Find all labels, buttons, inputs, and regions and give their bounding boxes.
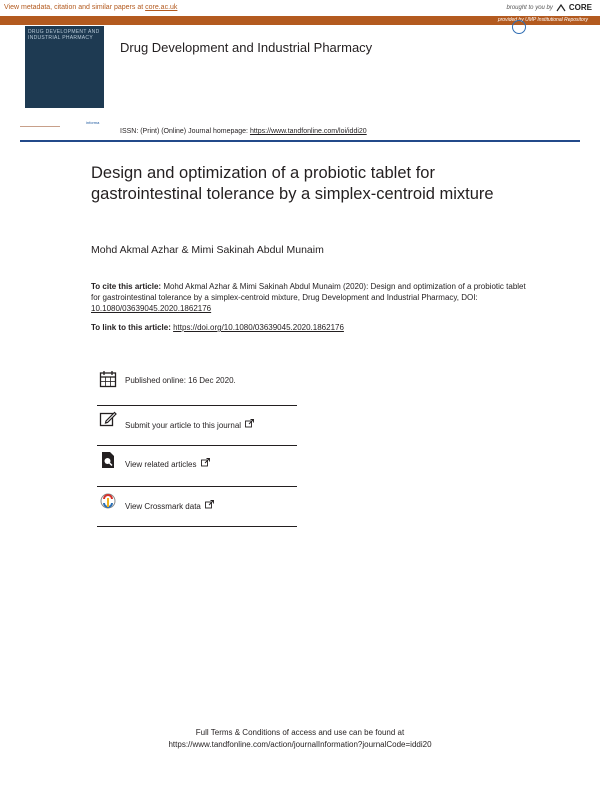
journal-cover-image [25, 26, 104, 108]
publisher-mark-line [20, 126, 60, 127]
core-brand [507, 3, 593, 12]
submit-article-row[interactable] [97, 410, 297, 450]
terms-line: Full Terms & Conditions of access and use can be found at [195, 728, 405, 737]
terms-footer [0, 727, 600, 751]
provider-text: provided by UMP Institutional Repository [497, 17, 588, 23]
crossmark-link[interactable] [125, 500, 214, 511]
link-label: To link to this article: [91, 323, 174, 332]
crossmark-icon [99, 493, 117, 511]
submit-article-label: Submit your article to this journal [125, 421, 242, 430]
core-link[interactable]: core.ac.uk [145, 4, 178, 11]
core-metadata-note [4, 4, 177, 11]
article-authors: Mohd Akmal Azhar & Mimi Sakinah Abdul Munaim [91, 244, 324, 256]
terms-link[interactable]: https://www.tandfonline.com/action/journalInformation?journalCode=iddi20 [168, 740, 432, 749]
core-banner [0, 0, 600, 16]
issn-label: ISSN: (Print) (Online) Journal homepage: [120, 128, 250, 135]
related-articles-row[interactable] [97, 451, 297, 491]
crossmark-row[interactable] [97, 493, 297, 533]
crossmark-label: View Crossmark data [125, 502, 201, 511]
cite-doi-link[interactable]: 10.1080/03639045.2020.1862176 [91, 304, 212, 313]
row-divider [97, 405, 297, 406]
related-articles-label: View related articles [125, 460, 197, 469]
article-title: Design and optimization of a probiotic tablet for gastrointestinal tolerance by a simplex-centroid mixture [91, 164, 494, 203]
article-link-line [91, 323, 344, 332]
informa-logo: informa [86, 120, 100, 125]
core-logo[interactable]: CORE [568, 3, 592, 12]
core-logo-icon [556, 4, 566, 12]
crossmark-badge-icon [512, 20, 526, 34]
core-provider-bar [0, 16, 600, 25]
journal-title: Drug Development and Industrial Pharmacy [120, 40, 373, 55]
cover-title: DRUG DEVELOPMENT AND INDUSTRIAL PHARMACY [28, 29, 100, 41]
article-doi-link[interactable]: https://doi.org/10.1080/03639045.2020.1862176 [173, 323, 344, 332]
published-row [97, 370, 297, 410]
edit-icon [99, 410, 117, 428]
citation-block [91, 281, 531, 314]
journal-homepage-link[interactable]: https://www.tandfonline.com/loi/iddi20 [249, 128, 367, 135]
cite-text: Mohd Akmal Azhar & Mimi Sakinah Abdul Munaim (2020): Design and optimization of a probiotic tablet for gastrointestinal tolerance by a simplex-centroid mixture, Drug Development and Industrial Pharmacy, DOI: [91, 282, 526, 302]
external-link-icon [201, 458, 210, 467]
row-divider [97, 445, 297, 446]
core-metadata-text: View metadata, citation and similar papers at [4, 4, 146, 11]
calendar-icon [99, 370, 117, 388]
brought-by-text: brought to you by [506, 4, 553, 11]
submit-article-link[interactable] [125, 419, 254, 430]
document-search-icon [99, 451, 117, 469]
row-divider [97, 526, 297, 527]
published-date: Published online: 16 Dec 2020. [125, 376, 236, 385]
row-divider [97, 486, 297, 487]
related-articles-link[interactable] [125, 458, 210, 469]
header-divider [20, 140, 580, 142]
cite-label: To cite this article: [91, 282, 162, 291]
external-link-icon [245, 419, 254, 428]
external-link-icon [205, 500, 214, 509]
issn-line [120, 128, 367, 135]
